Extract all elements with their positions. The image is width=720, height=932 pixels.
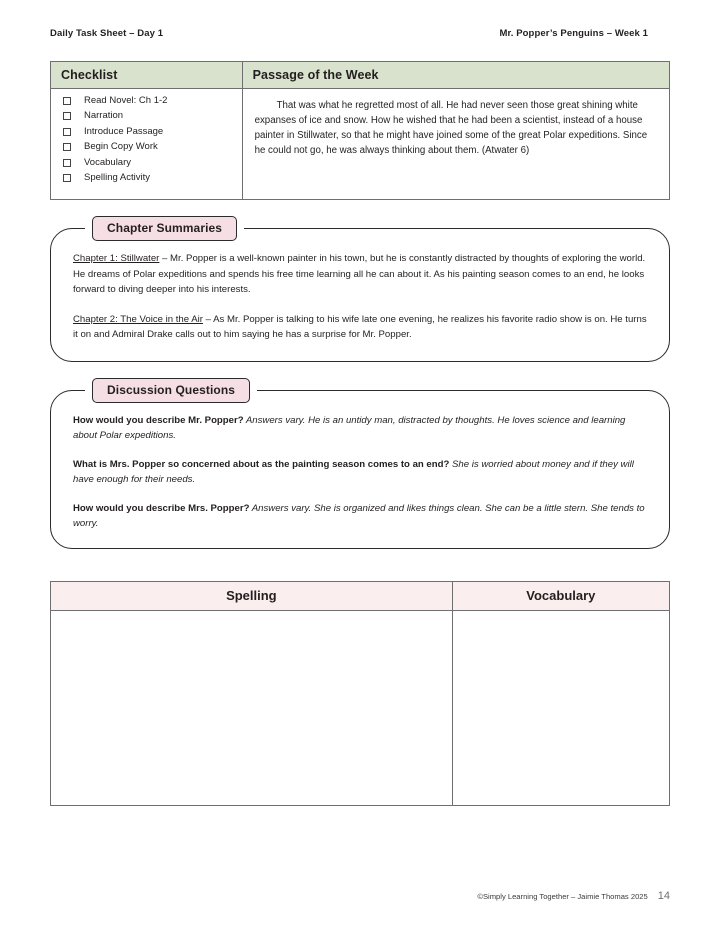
spelling-heading: Spelling	[51, 582, 452, 611]
checkbox-icon[interactable]	[63, 143, 71, 151]
chapter-summary-body: – Mr. Popper is a well-known painter in his town, but he is constantly distracted by thoughts of exploring the world. He dreams of Polar expeditions and spends his free time learning all he can about it. As his painting season comes to an end, he looks forward to diving deeper into his interests.	[73, 253, 646, 296]
header-left-title: Daily Task Sheet – Day 1	[50, 28, 164, 39]
chapter-summaries-tag-wrap	[85, 216, 244, 241]
checklist-item-label: Spelling Activity	[84, 172, 151, 184]
checkbox-icon[interactable]	[63, 128, 71, 136]
checklist-row[interactable]	[63, 158, 234, 168]
chapter-summary-entry	[73, 251, 647, 298]
discussion-answer-text: Answers vary. He is an untidy man, distracted by thoughts. He loves science and learning about Polar expeditions.	[73, 414, 626, 442]
checklist-row[interactable]	[63, 142, 234, 152]
checklist-row[interactable]	[63, 111, 234, 121]
passage-heading: Passage of the Week	[243, 62, 669, 89]
vocabulary-write-area[interactable]	[453, 611, 669, 805]
discussion-questions-tag: Discussion Questions	[92, 378, 250, 403]
checkbox-icon[interactable]	[63, 112, 71, 120]
discussion-question-item	[73, 457, 647, 488]
header-right-title: Mr. Popper’s Penguins – Week 1	[499, 28, 648, 39]
discussion-question-text: How would you describe Mrs. Popper?	[73, 502, 250, 514]
chapter-summaries-tag: Chapter Summaries	[92, 216, 237, 241]
checklist-passage-table	[50, 61, 670, 200]
checklist-items	[51, 89, 242, 199]
discussion-questions-tag-wrap	[85, 378, 257, 403]
chapter-summary-entry	[73, 312, 647, 343]
passage-column	[243, 62, 669, 199]
discussion-answer-text: She is worried about money and if they will have enough for their needs.	[73, 458, 634, 486]
copyright-credit: ©Simply Learning Together – Jaimie Thomas 2025	[477, 892, 648, 901]
checkbox-icon[interactable]	[63, 97, 71, 105]
page-number: 14	[657, 890, 670, 902]
chapter-summary-body: – As Mr. Popper is talking to his wife late one evening, he realizes his favorite radio show is on. He turns it on and Admiral Drake calls out to him saying he has a surprise for Mr. Popper.	[73, 313, 647, 341]
spelling-vocabulary-table	[50, 581, 670, 806]
discussion-question-item	[73, 501, 647, 532]
discussion-questions-box	[50, 382, 670, 549]
passage-text: That was what he regretted most of all. He had never seen those great shining white expanses of ice and snow. How he wished that he had been a scientist, instead of a house painter in Stillwater, so that he might have joined some of the great Polar expeditions. Since he could not go, he was always thinking about them. (Atwater 6)	[254, 100, 648, 157]
checklist-row[interactable]	[63, 173, 234, 183]
discussion-question-item	[73, 413, 647, 444]
checklist-row[interactable]	[63, 127, 234, 137]
passage-body	[243, 89, 669, 168]
chapter-summary-title: Chapter 2: The Voice in the Air	[73, 313, 203, 325]
checkbox-icon[interactable]	[63, 159, 71, 167]
checkbox-icon[interactable]	[63, 174, 71, 182]
checklist-column	[51, 62, 243, 199]
checklist-heading: Checklist	[51, 62, 242, 89]
chapter-summaries-box	[50, 221, 670, 362]
vocabulary-column	[453, 582, 669, 805]
page-header	[50, 28, 670, 39]
spelling-write-area[interactable]	[51, 611, 452, 805]
spelling-column	[51, 582, 453, 805]
checklist-row[interactable]	[63, 96, 234, 106]
checklist-item-label: Begin Copy Work	[84, 141, 158, 153]
discussion-answer-text: Answers vary. She is organized and likes things clean. She can be a little stern. She tends to worry.	[73, 502, 645, 530]
page-footer	[477, 890, 670, 902]
checklist-item-label: Narration	[84, 110, 124, 122]
checklist-item-label: Read Novel: Ch 1-2	[84, 95, 168, 106]
vocabulary-heading: Vocabulary	[453, 582, 669, 611]
checklist-item-label: Introduce Passage	[84, 125, 164, 137]
discussion-question-text: How would you describe Mr. Popper?	[73, 414, 244, 426]
chapter-summary-title: Chapter 1: Stillwater	[73, 253, 160, 264]
checklist-item-label: Vocabulary	[84, 156, 132, 168]
discussion-question-text: What is Mrs. Popper so concerned about as the painting season comes to an end?	[73, 458, 450, 470]
